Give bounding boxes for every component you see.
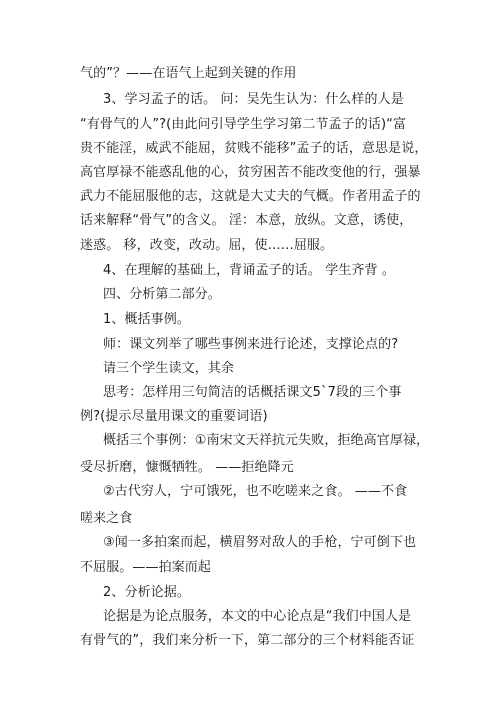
text-line: ②古代穷人，宁可饿死，也不吃嗟来之食。 ——不食: [103, 484, 408, 499]
text-line: 论据是为论点服务，本文的中心论点是“我们中国人是: [103, 609, 412, 624]
text-line: 思考：怎样用三句简洁的话概括课文5`7段的三个事: [103, 385, 402, 400]
text-line: 师：课文列举了哪些事例来进行论述，支撑论点的?: [103, 337, 399, 352]
text-line: 嗟来之食: [80, 511, 133, 526]
text-line: 例?(提示尽量用课文的重要词语): [80, 409, 268, 424]
text-line: ③闻一多拍案而起，横眉努对敌人的手枪，宁可倒下也: [103, 535, 417, 550]
text-line: 高官厚禄不能惑乱他的心，贫穷困苦不能改变他的行，强暴: [80, 165, 421, 180]
text-line: 迷惑。 移，改变，改动。屈，使……屈服。: [80, 238, 334, 253]
text-line: 有骨气的”，我们来分析一下，第二部分的三个材料能否证: [80, 633, 415, 648]
section-heading: 四、分析第二部分。: [103, 287, 221, 302]
text-line: 受尽折磨，慷慨牺牲。 ——拒绝降元: [80, 460, 294, 475]
text-line: 不屈服。——拍案而起: [80, 560, 212, 575]
text-line: 1、概括事例。: [103, 312, 190, 327]
text-line: “有骨气的人”?(由此问引导学生学习第二节孟子的话)“富: [80, 117, 407, 132]
text-line: 武力不能屈服他的志，这就是大丈夫的气概。作者用孟子的: [80, 189, 421, 204]
text-line: 请三个学生读文，其余: [103, 361, 235, 376]
text-line: 气的”？——在语气上起到关键的作用: [80, 66, 297, 81]
text-line: 4、在理解的基础上，背诵孟子的话。 学生齐背 。: [103, 263, 395, 278]
text-line: 贵不能淫，威武不能屈，贫贱不能移”孟子的话，意思是说，: [80, 141, 428, 156]
text-line: 概括三个事例：①南宋文天祥抗元失败，拒绝高官厚禄，: [103, 433, 430, 448]
text-line: 3、学习孟子的话。 问：吴先生认为：什么样的人是: [103, 92, 404, 107]
text-line: 话来解释“骨气”的含义。 淫：本意，放纵。文意，诱使，: [80, 213, 413, 228]
text-line: 2、分析论据。: [103, 585, 190, 600]
